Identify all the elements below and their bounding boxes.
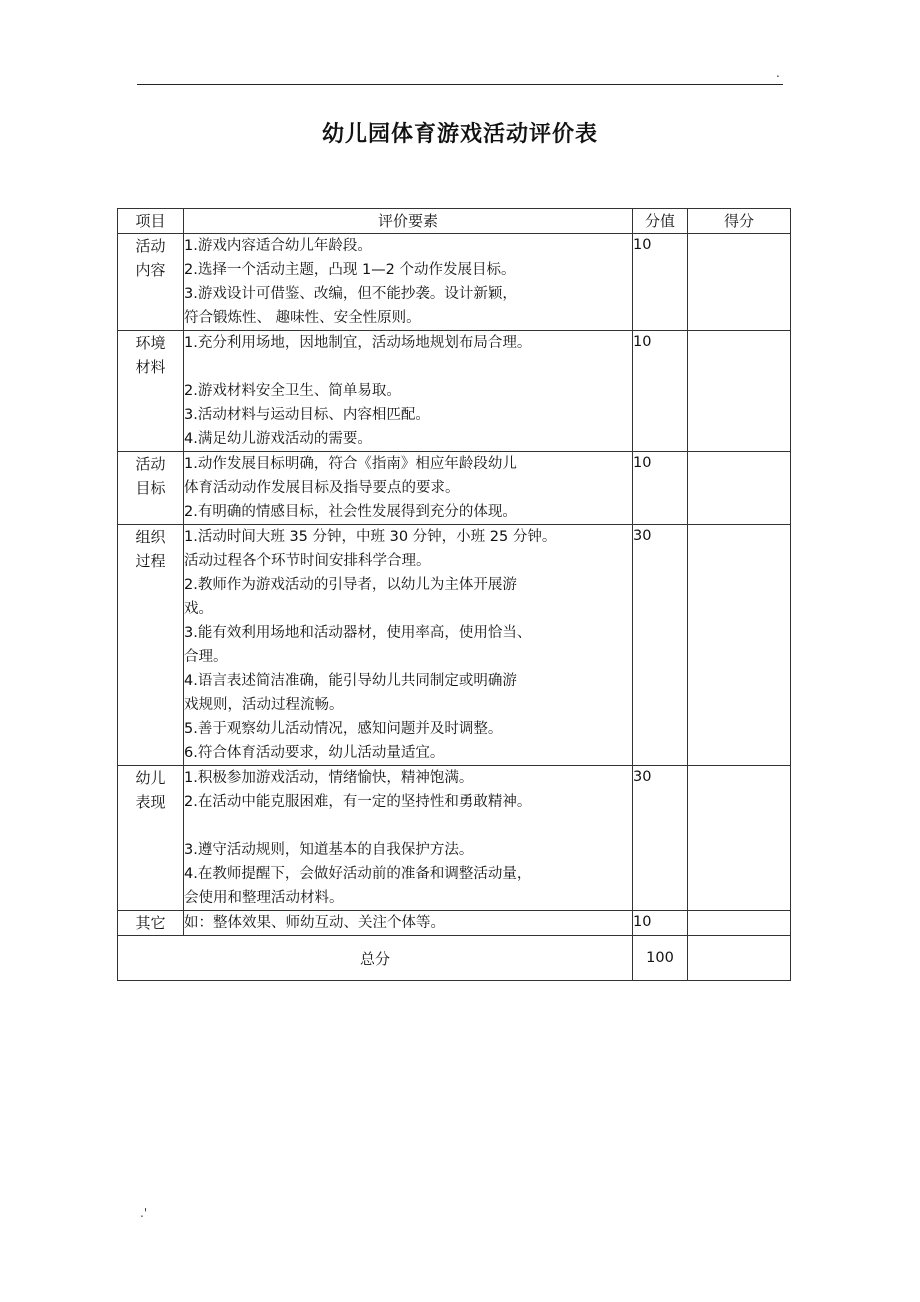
table-row [118, 525, 791, 766]
table-header-row [118, 209, 791, 234]
score-cell: 10 [633, 234, 688, 331]
criteria-cell [184, 234, 633, 331]
criteria-cell [184, 452, 633, 525]
category-label: 活动 [135, 455, 166, 473]
score-cell: 30 [633, 766, 688, 911]
criteria-line: 会使用和整理活动材料。 [184, 890, 344, 906]
score-cell: 10 [633, 911, 688, 936]
criteria-line: 1.积极参加游戏活动，情绪愉快，精神饱满。 [184, 770, 474, 786]
criteria-line: 戏。 [184, 601, 213, 617]
header-mark: . [776, 66, 780, 80]
table-row [118, 766, 791, 911]
category-label: 内容 [135, 261, 166, 279]
criteria-line: 2.在活动中能克服困难，有一定的坚持性和勇敢精神。 [184, 794, 532, 810]
criteria-cell [184, 766, 633, 911]
table-row [118, 452, 791, 525]
total-earned-cell[interactable] [688, 936, 791, 981]
criteria-line: 2.有明确的情感目标，社会性发展得到充分的体现。 [184, 504, 517, 520]
category-label: 幼儿 [135, 769, 166, 787]
earned-score-cell[interactable] [688, 766, 791, 911]
category-label: 组织 [135, 528, 166, 546]
criteria-cell [184, 525, 633, 766]
footer-mark: .' [140, 1206, 148, 1220]
criteria-line: 戏规则，活动过程流畅。 [184, 697, 344, 713]
total-score: 100 [633, 936, 688, 981]
criteria-line: 3.遵守活动规则，知道基本的自我保护方法。 [184, 842, 474, 858]
table-row [118, 911, 791, 936]
category-cell [118, 911, 184, 936]
criteria-line: 2.游戏材料安全卫生、简单易取。 [184, 383, 401, 399]
criteria-line: 合理。 [184, 649, 228, 665]
criteria-spacer [184, 814, 632, 838]
header-item: 项目 [118, 209, 184, 234]
score-cell: 10 [633, 331, 688, 452]
earned-score-cell[interactable] [688, 331, 791, 452]
total-row [118, 936, 791, 981]
criteria-line: 体育活动动作发展目标及指导要点的要求。 [184, 480, 460, 496]
criteria-line: 1.活动时间大班 35 分钟，中班 30 分钟，小班 25 分钟。 [184, 529, 557, 545]
criteria-line: 如：整体效果、师幼互动、关注个体等。 [184, 915, 445, 931]
evaluation-table [117, 208, 791, 981]
category-cell [118, 525, 184, 766]
table-row [118, 331, 791, 452]
total-label: 总分 [118, 936, 633, 981]
category-cell [118, 452, 184, 525]
header-criteria: 评价要素 [184, 209, 633, 234]
criteria-line: 2.教师作为游戏活动的引导者，以幼儿为主体开展游 [184, 577, 517, 593]
criteria-line: 符合锻炼性、 趣味性、安全性原则。 [184, 310, 421, 326]
criteria-cell [184, 911, 633, 936]
criteria-line: 1.充分利用场地，因地制宜，活动场地规划布局合理。 [184, 335, 532, 351]
page-title: 幼儿园体育游戏活动评价表 [321, 122, 598, 147]
header-rule [137, 84, 783, 85]
criteria-line: 2.选择一个活动主题，凸现 1—2 个动作发展目标。 [184, 262, 516, 278]
score-cell: 30 [633, 525, 688, 766]
criteria-line: 1.动作发展目标明确，符合《指南》相应年龄段幼儿 [184, 456, 517, 472]
header-earned: 得分 [688, 209, 791, 234]
earned-score-cell[interactable] [688, 452, 791, 525]
criteria-line: 3.游戏设计可借鉴、改编，但不能抄袭。设计新颖， [184, 286, 517, 302]
criteria-line: 4.在教师提醒下，会做好活动前的准备和调整活动量， [184, 866, 532, 882]
category-label: 过程 [135, 552, 166, 570]
table-body [118, 234, 791, 936]
earned-score-cell[interactable] [688, 525, 791, 766]
category-label: 其它 [135, 914, 166, 932]
header-score: 分值 [633, 209, 688, 234]
category-label: 活动 [135, 237, 166, 255]
category-label: 目标 [135, 479, 166, 497]
criteria-line: 4.语言表述简洁准确，能引导幼儿共同制定或明确游 [184, 673, 517, 689]
category-cell [118, 331, 184, 452]
criteria-line: 3.活动材料与运动目标、内容相匹配。 [184, 407, 430, 423]
earned-score-cell[interactable] [688, 234, 791, 331]
category-label: 表现 [135, 793, 166, 811]
category-cell [118, 234, 184, 331]
category-label: 环境 [135, 334, 166, 352]
score-cell: 10 [633, 452, 688, 525]
category-label: 材料 [135, 358, 166, 376]
criteria-line: 1.游戏内容适合幼儿年龄段。 [184, 238, 372, 254]
criteria-line: 5.善于观察幼儿活动情况，感知问题并及时调整。 [184, 721, 503, 737]
criteria-line: 3.能有效利用场地和活动器材，使用率高，使用恰当、 [184, 625, 532, 641]
table-row [118, 234, 791, 331]
criteria-spacer [184, 355, 632, 379]
criteria-line: 6.符合体育活动要求，幼儿活动量适宜。 [184, 745, 445, 761]
category-cell [118, 766, 184, 911]
earned-score-cell[interactable] [688, 911, 791, 936]
criteria-line: 活动过程各个环节时间安排科学合理。 [184, 553, 431, 569]
criteria-line: 4.满足幼儿游戏活动的需要。 [184, 431, 372, 447]
criteria-cell [184, 331, 633, 452]
